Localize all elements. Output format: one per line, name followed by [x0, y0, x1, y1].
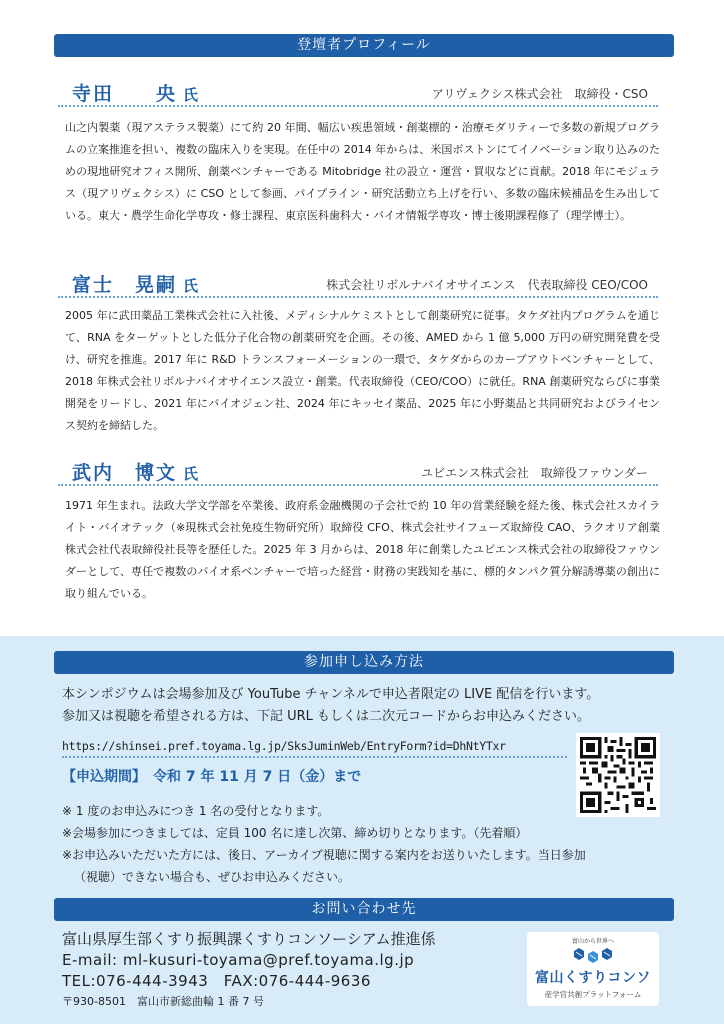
profile-org: 株式会社リボルナバイオサイエンス 代表取締役 CEO/COO — [326, 278, 648, 292]
application-intro — [62, 684, 672, 728]
contact-email[interactable]: E-mail: ml-kusuri-toyama@pref.toyama.lg.jp — [62, 951, 415, 969]
profile-bio: 2005 年に武田薬品工業株式会社に入社後、メディシナルケミストとして創薬研究に従事。タケダ社内プログラムを通じて、RNA をターゲットとした低分子化合物の創薬研究を企画。その後、AMED から 1 億 5,000 万円の研究開発費を受け、研究を推進。2017 年に R&D トランスフォーメーションの一環で、タケダからのカーブアウトベンチャーとして、2018 年株式会社リボルナバイオサイエンス設立・創業。代表取締役（CEO/COO）に就任。RNA 創薬研究ならびに事業開発をリードし、2021 年にバイオジェン社、2024 年にキッセイ薬品、2025 年に小野薬品と共同研究およびライセンス契約を締結した。 — [65, 309, 660, 432]
profile-head-3 — [58, 456, 658, 486]
contact-phone: TEL:076-444-3943 FAX:076-444-9636 — [62, 972, 371, 990]
intro-line: 本シンポジウムは会場参加及び YouTube チャンネルで申込者限定の LIVE 配信を行います。 — [62, 687, 600, 702]
profile-org: アリヴェクシス株式会社 取締役・CSO — [431, 87, 648, 101]
note-item: （視聴）できない場合も、ぜひお申込みください。 — [74, 870, 351, 884]
consortium-logo — [527, 932, 659, 1006]
profile-bio: 山之内製薬（現アステラス製薬）にて約 20 年間、幅広い疾患領域・創薬標的・治療モダリティーで多数の新規プログラムの立案推進を担い、複数の臨床入りを実現。在任中の 2014 年からは、米国ボストンにてイノベーション取り込みのための現地研究オフィス開所、創薬ベンチャーである Mitobridge 社の設立・運営・買収などに貢献。2018 年にモジュラス（現アリヴェクシス）に CSO として参画、パイプライン・研究活動立ち上げを行い、多数の臨床候補品を生み出している。東大・農学生命化学専攻・修士課程、東京医科歯科大・バイオ情報学専攻・博士後期課程修了（理学博士）。 — [65, 121, 660, 222]
profile-name: 武内 博文 氏 — [72, 462, 201, 484]
contact-address: 〒930-8501 富山市新総曲輪 1 番 7 号 — [62, 995, 264, 1008]
application-url-link[interactable]: https://shinsei.pref.toyama.lg.jp/SksJuminWeb/EntryForm?id=DhNtYTxr — [62, 736, 567, 758]
logo-title: 富山くすりコンソ — [535, 970, 651, 986]
note-item: ※ 1 度のお申込みにつき 1 名の受付となります。 — [62, 804, 330, 818]
contact-department: 富山県厚生部くすり振興課くすりコンソーシアム推進係 — [62, 930, 436, 948]
profile-head-2 — [58, 268, 658, 298]
profile-head-1 — [58, 77, 658, 107]
profile-org: ユビエンス株式会社 取締役ファウンダー — [421, 466, 648, 480]
application-header: 参加申し込み方法 — [54, 651, 674, 674]
contact-block — [62, 928, 532, 1011]
profile-name: 富士 晃嗣 氏 — [72, 274, 201, 296]
profile-name: 寺田 央 氏 — [72, 83, 201, 105]
contact-header: お問い合わせ先 — [54, 898, 674, 921]
logo-subtitle: 産学官共創プラットフォーム — [544, 990, 642, 999]
intro-line: 参加又は視聴を希望される方は、下記 URL もしくは二次元コードからお申込みください。 — [62, 709, 591, 724]
profile-bio: 1971 年生まれ。法政大学文学部を卒業後、政府系金融機関の子会社で約 10 年の営業経験を経た後、株式会社スカイライト・バイオテック（※現株式会社免疫生物研究所）取締役 CFO、株式会社サイフューズ取締役 CAO、ラクオリア創薬株式会社代表取締役社長等を歴任した。2025 年 3 月からは、2018 年に創業したユビエンス株式会社の取締役ファウンダーとして、専任で複数のバイオ系ベンチャーで培った経営・財務の実践知を基に、標的タンパク質分解誘導薬の創出に取り組んでいる。 — [65, 499, 660, 600]
note-item: ※会場参加につきましては、定員 100 名に達し次第、締め切りとなります。（先着順） — [62, 826, 528, 840]
application-notes — [62, 800, 672, 888]
note-item: ※お申込みいただいた方には、後日、アーカイブ視聴に関する案内をお送りいたします。当日参加 — [62, 848, 586, 862]
logo-tagline: 富山から世界へ — [571, 938, 614, 945]
hexagon-network-icon — [573, 947, 613, 965]
profiles-header: 登壇者プロフィール — [54, 34, 674, 57]
application-period: 【申込期間】 令和 7 年 11 月 7 日（金）まで — [62, 769, 362, 785]
